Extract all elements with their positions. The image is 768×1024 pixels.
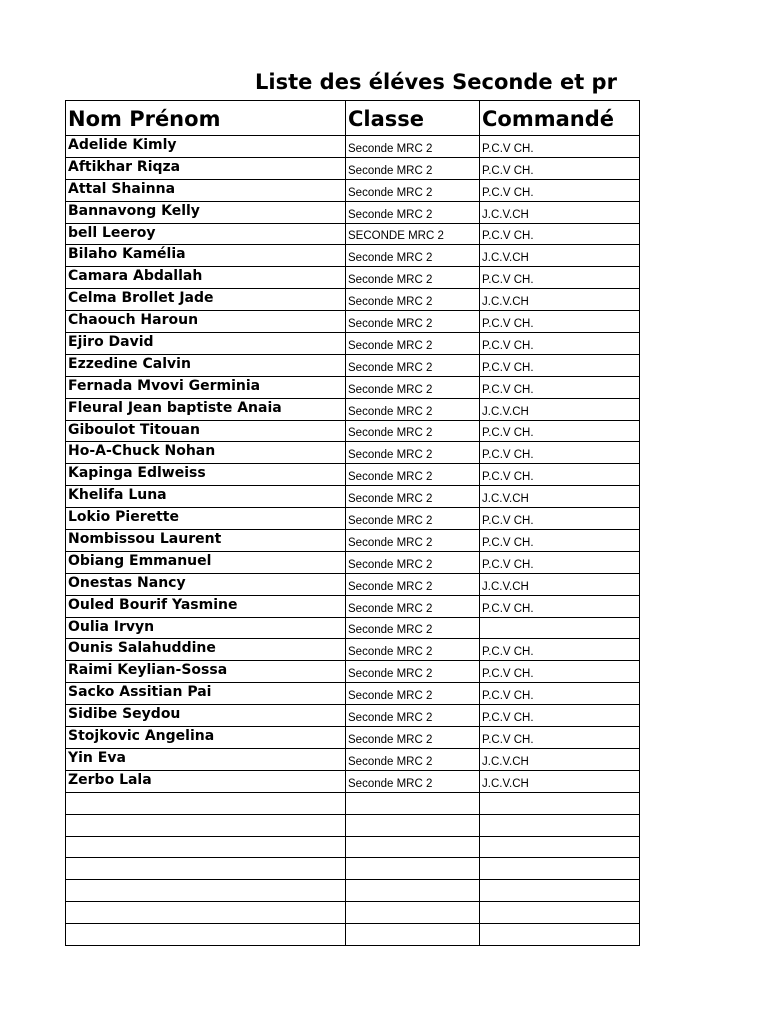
student-name-cell[interactable]: Camara Abdallah xyxy=(66,267,346,289)
class-cell[interactable]: Seconde MRC 2 xyxy=(346,551,480,573)
table-row xyxy=(66,770,640,792)
student-name-cell[interactable] xyxy=(66,858,346,880)
student-name-cell[interactable]: Fernada Mvovi Germinia xyxy=(66,376,346,398)
table-row xyxy=(66,573,640,595)
class-cell[interactable]: Seconde MRC 2 xyxy=(346,442,480,464)
student-name-cell[interactable]: Chaouch Haroun xyxy=(66,311,346,333)
ordered-cell[interactable] xyxy=(480,924,640,946)
student-name-cell[interactable] xyxy=(66,836,346,858)
ordered-cell[interactable]: P.C.V CH. xyxy=(480,333,640,355)
table-body xyxy=(66,136,640,946)
ordered-cell[interactable]: J.C.V.CH xyxy=(480,201,640,223)
class-cell[interactable]: Seconde MRC 2 xyxy=(346,617,480,639)
ordered-cell[interactable]: P.C.V CH. xyxy=(480,136,640,158)
ordered-cell[interactable]: J.C.V.CH xyxy=(480,245,640,267)
table-row xyxy=(66,727,640,749)
table-row xyxy=(66,595,640,617)
table-row xyxy=(66,508,640,530)
class-cell[interactable] xyxy=(346,924,480,946)
student-name-cell[interactable]: Sacko Assitian Pai xyxy=(66,683,346,705)
class-cell[interactable] xyxy=(346,792,480,814)
table-row xyxy=(66,551,640,573)
class-cell[interactable]: Seconde MRC 2 xyxy=(346,179,480,201)
table-row xyxy=(66,748,640,770)
student-name-cell[interactable]: Ho-A-Chuck Nohan xyxy=(66,442,346,464)
class-cell[interactable]: Seconde MRC 2 xyxy=(346,530,480,552)
student-name-cell[interactable]: Ouled Bourif Yasmine xyxy=(66,595,346,617)
table-row xyxy=(66,223,640,245)
table-row xyxy=(66,354,640,376)
table-row xyxy=(66,792,640,814)
student-name-cell[interactable]: Stojkovic Angelina xyxy=(66,727,346,749)
table-row xyxy=(66,814,640,836)
table-row xyxy=(66,464,640,486)
ordered-cell[interactable]: P.C.V CH. xyxy=(480,267,640,289)
table-row xyxy=(66,442,640,464)
ordered-cell[interactable]: P.C.V CH. xyxy=(480,551,640,573)
column-header-name: Nom Prénom xyxy=(66,101,346,136)
class-cell[interactable] xyxy=(346,902,480,924)
class-cell[interactable]: Seconde MRC 2 xyxy=(346,486,480,508)
ordered-cell[interactable]: P.C.V CH. xyxy=(480,705,640,727)
student-name-cell[interactable]: Bannavong Kelly xyxy=(66,201,346,223)
class-cell[interactable]: Seconde MRC 2 xyxy=(346,661,480,683)
table-row xyxy=(66,179,640,201)
student-name-cell[interactable]: Yin Eva xyxy=(66,748,346,770)
table-row xyxy=(66,333,640,355)
table-row xyxy=(66,902,640,924)
table-row xyxy=(66,136,640,158)
student-name-cell[interactable]: Nombissou Laurent xyxy=(66,530,346,552)
student-name-cell[interactable]: Sidibe Seydou xyxy=(66,705,346,727)
ordered-cell[interactable]: P.C.V CH. xyxy=(480,179,640,201)
table-row xyxy=(66,157,640,179)
ordered-cell[interactable]: J.C.V.CH xyxy=(480,770,640,792)
ordered-cell[interactable]: J.C.V.CH xyxy=(480,748,640,770)
student-name-cell[interactable]: Raimi Keylian-Sossa xyxy=(66,661,346,683)
table-row xyxy=(66,530,640,552)
table-row xyxy=(66,245,640,267)
ordered-cell[interactable] xyxy=(480,880,640,902)
ordered-cell[interactable]: P.C.V CH. xyxy=(480,223,640,245)
student-name-cell[interactable]: Obiang Emmanuel xyxy=(66,551,346,573)
class-cell[interactable] xyxy=(346,814,480,836)
student-name-cell[interactable]: Ezzedine Calvin xyxy=(66,354,346,376)
column-header-class: Classe xyxy=(346,101,480,136)
student-name-cell[interactable]: Khelifa Luna xyxy=(66,486,346,508)
table-row xyxy=(66,858,640,880)
table-row xyxy=(66,836,640,858)
class-cell[interactable] xyxy=(346,836,480,858)
ordered-cell[interactable] xyxy=(480,858,640,880)
ordered-cell[interactable]: P.C.V CH. xyxy=(480,508,640,530)
student-name-cell[interactable]: Aftikhar Riqza xyxy=(66,157,346,179)
table-row xyxy=(66,639,640,661)
class-cell[interactable]: Seconde MRC 2 xyxy=(346,311,480,333)
ordered-cell[interactable] xyxy=(480,836,640,858)
class-cell[interactable]: Seconde MRC 2 xyxy=(346,727,480,749)
ordered-cell[interactable] xyxy=(480,902,640,924)
ordered-cell[interactable]: P.C.V CH. xyxy=(480,420,640,442)
students-table xyxy=(65,100,640,946)
table-row xyxy=(66,267,640,289)
student-name-cell[interactable]: Ejiro David xyxy=(66,333,346,355)
class-cell[interactable] xyxy=(346,880,480,902)
class-cell[interactable]: SECONDE MRC 2 xyxy=(346,223,480,245)
class-cell[interactable]: Seconde MRC 2 xyxy=(346,333,480,355)
student-name-cell[interactable]: Kapinga Edlweiss xyxy=(66,464,346,486)
table-row xyxy=(66,705,640,727)
class-cell[interactable]: Seconde MRC 2 xyxy=(346,354,480,376)
class-cell[interactable]: Seconde MRC 2 xyxy=(346,770,480,792)
student-name-cell[interactable]: Adelide Kimly xyxy=(66,136,346,158)
column-header-ordered: Commandé xyxy=(480,101,640,136)
student-name-cell[interactable] xyxy=(66,792,346,814)
class-cell[interactable]: Seconde MRC 2 xyxy=(346,398,480,420)
table-row xyxy=(66,683,640,705)
class-cell[interactable]: Seconde MRC 2 xyxy=(346,289,480,311)
ordered-cell[interactable] xyxy=(480,792,640,814)
table-row xyxy=(66,420,640,442)
student-name-cell[interactable]: Bilaho Kamélia xyxy=(66,245,346,267)
class-cell[interactable]: Seconde MRC 2 xyxy=(346,376,480,398)
class-cell[interactable]: Seconde MRC 2 xyxy=(346,705,480,727)
student-name-cell[interactable]: Celma Brollet Jade xyxy=(66,289,346,311)
ordered-cell[interactable]: P.C.V CH. xyxy=(480,661,640,683)
class-cell[interactable]: Seconde MRC 2 xyxy=(346,573,480,595)
ordered-cell[interactable]: P.C.V CH. xyxy=(480,639,640,661)
class-cell[interactable]: Seconde MRC 2 xyxy=(346,683,480,705)
ordered-cell[interactable]: P.C.V CH. xyxy=(480,354,640,376)
student-name-cell[interactable] xyxy=(66,924,346,946)
table-row xyxy=(66,880,640,902)
class-cell[interactable]: Seconde MRC 2 xyxy=(346,748,480,770)
ordered-cell[interactable]: P.C.V CH. xyxy=(480,530,640,552)
class-cell[interactable]: Seconde MRC 2 xyxy=(346,201,480,223)
class-cell[interactable]: Seconde MRC 2 xyxy=(346,508,480,530)
class-cell[interactable] xyxy=(346,858,480,880)
class-cell[interactable]: Seconde MRC 2 xyxy=(346,420,480,442)
ordered-cell[interactable]: P.C.V CH. xyxy=(480,727,640,749)
student-name-cell[interactable]: Giboulot Titouan xyxy=(66,420,346,442)
table-row xyxy=(66,486,640,508)
class-cell[interactable]: Seconde MRC 2 xyxy=(346,595,480,617)
table-row xyxy=(66,311,640,333)
student-name-cell[interactable]: Zerbo Lala xyxy=(66,770,346,792)
student-name-cell[interactable]: Oulia Irvyn xyxy=(66,617,346,639)
ordered-cell[interactable]: P.C.V CH. xyxy=(480,442,640,464)
class-cell[interactable]: Seconde MRC 2 xyxy=(346,157,480,179)
student-name-cell[interactable]: Lokio Pierette xyxy=(66,508,346,530)
title-container xyxy=(0,68,638,100)
table-row xyxy=(66,376,640,398)
student-name-cell[interactable]: Attal Shainna xyxy=(66,179,346,201)
table-row xyxy=(66,201,640,223)
student-name-cell[interactable]: Fleural Jean baptiste Anaia xyxy=(66,398,346,420)
class-cell[interactable]: Seconde MRC 2 xyxy=(346,245,480,267)
table-row xyxy=(66,617,640,639)
ordered-cell[interactable]: P.C.V CH. xyxy=(480,683,640,705)
student-name-cell[interactable] xyxy=(66,880,346,902)
student-name-cell[interactable]: Ounis Salahuddine xyxy=(66,639,346,661)
ordered-cell[interactable]: P.C.V CH. xyxy=(480,595,640,617)
ordered-cell[interactable] xyxy=(480,617,640,639)
ordered-cell[interactable]: J.C.V.CH xyxy=(480,486,640,508)
student-name-cell[interactable] xyxy=(66,814,346,836)
table-row xyxy=(66,924,640,946)
ordered-cell[interactable]: P.C.V CH. xyxy=(480,157,640,179)
table-row xyxy=(66,398,640,420)
ordered-cell[interactable] xyxy=(480,814,640,836)
class-cell[interactable]: Seconde MRC 2 xyxy=(346,464,480,486)
ordered-cell[interactable]: P.C.V CH. xyxy=(480,464,640,486)
class-cell[interactable]: Seconde MRC 2 xyxy=(346,639,480,661)
header-row xyxy=(66,101,640,136)
table-row xyxy=(66,289,640,311)
ordered-cell[interactable]: J.C.V.CH xyxy=(480,573,640,595)
ordered-cell[interactable]: P.C.V CH. xyxy=(480,311,640,333)
ordered-cell[interactable]: P.C.V CH. xyxy=(480,376,640,398)
student-name-cell[interactable]: Onestas Nancy xyxy=(66,573,346,595)
student-name-cell[interactable] xyxy=(66,902,346,924)
class-cell[interactable]: Seconde MRC 2 xyxy=(346,136,480,158)
page-title: Liste des éléves Seconde et pr xyxy=(255,70,617,94)
class-cell[interactable]: Seconde MRC 2 xyxy=(346,267,480,289)
ordered-cell[interactable]: J.C.V.CH xyxy=(480,398,640,420)
table-row xyxy=(66,661,640,683)
ordered-cell[interactable]: J.C.V.CH xyxy=(480,289,640,311)
student-name-cell[interactable]: bell Leeroy xyxy=(66,223,346,245)
